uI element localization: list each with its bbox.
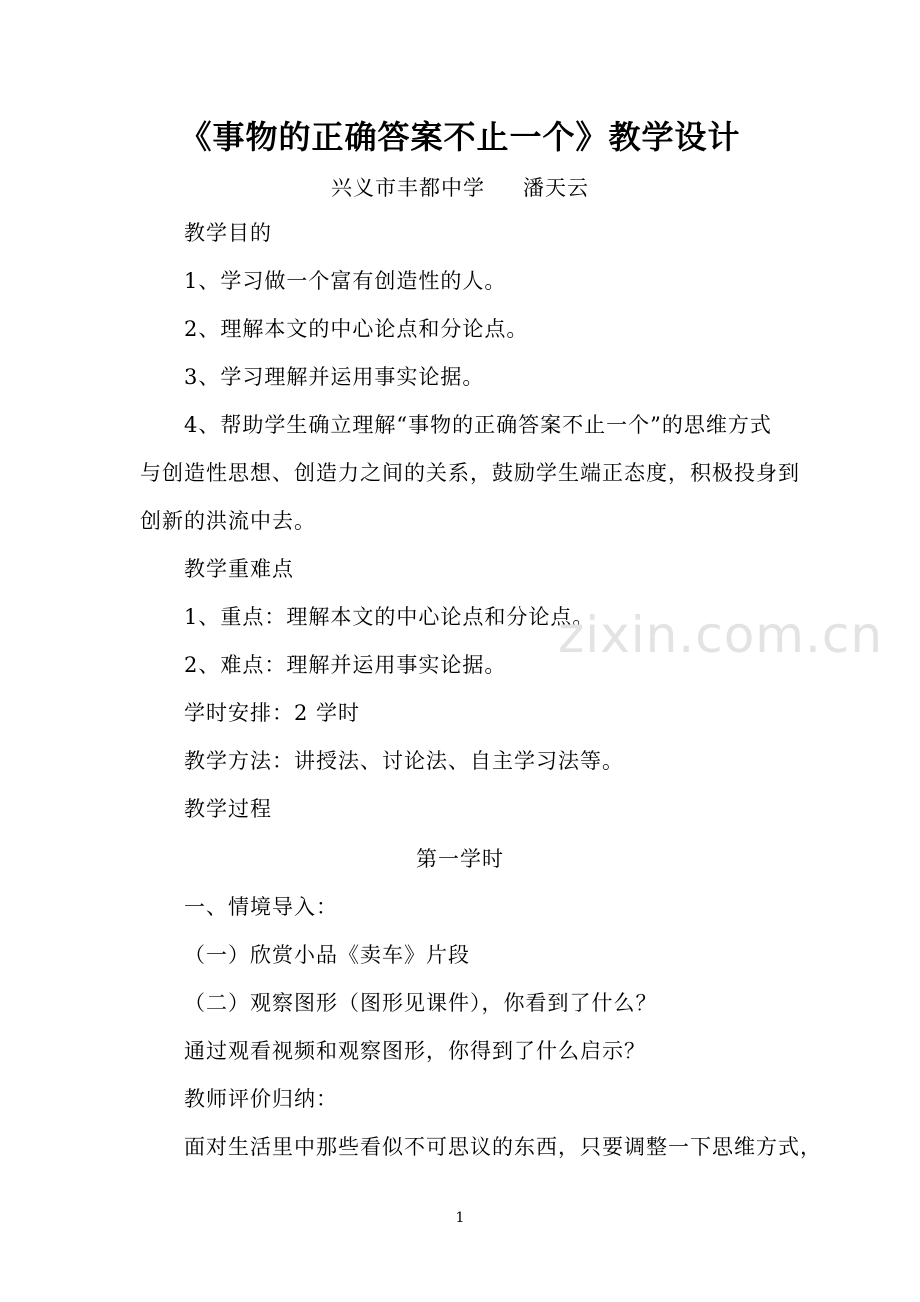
paragraph: 与创造性思想、创造力之间的关系，鼓励学生端正态度，积极投身到: [140, 461, 800, 485]
paragraph: 2、难点：理解并运用事实论据。: [184, 653, 507, 677]
paragraph: 4、帮助学生确立理解“事物的正确答案不止一个”的思维方式: [184, 413, 772, 437]
paragraph: 2、理解本文的中心论点和分论点。: [184, 317, 529, 341]
watermark: zixin.com.cn: [558, 606, 884, 664]
paragraph: 学时安排：2 学时: [184, 701, 361, 725]
paragraph: 一、情境导入：: [184, 895, 338, 919]
lesson-heading: 第一学时: [416, 847, 504, 871]
section-heading: 教学重难点: [184, 557, 294, 581]
paragraph: 创新的洪流中去。: [140, 509, 316, 533]
document-title: 《事物的正确答案不止一个》教学设计: [179, 118, 741, 156]
school-name: 兴义市丰都中学: [331, 176, 485, 200]
paragraph: （二）观察图形（图形见课件），你看到了什么？: [184, 991, 658, 1015]
paragraph: 3、学习理解并运用事实论据。: [184, 365, 485, 389]
paragraph: 1、学习做一个富有创造性的人。: [184, 269, 507, 293]
page-number: 1: [455, 1210, 465, 1226]
paragraph: （一）欣赏小品《卖车》片段: [184, 943, 470, 967]
paragraph: 1、重点：理解本文的中心论点和分论点。: [184, 605, 595, 629]
author-line: [0, 172, 920, 202]
section-heading: 教学目的: [184, 221, 272, 245]
paragraph: 通过观看视频和观察图形，你得到了什么启示？: [184, 1039, 646, 1063]
paragraph: 教学方法：讲授法、讨论法、自主学习法等。: [184, 749, 624, 773]
paragraph: 面对生活里中那些看似不可思议的东西，只要调整一下思维方式，: [184, 1135, 822, 1159]
paragraph: 教师评价归纳：: [184, 1087, 338, 1111]
section-heading: 教学过程: [184, 797, 272, 821]
author-name: 潘天云: [523, 176, 589, 200]
